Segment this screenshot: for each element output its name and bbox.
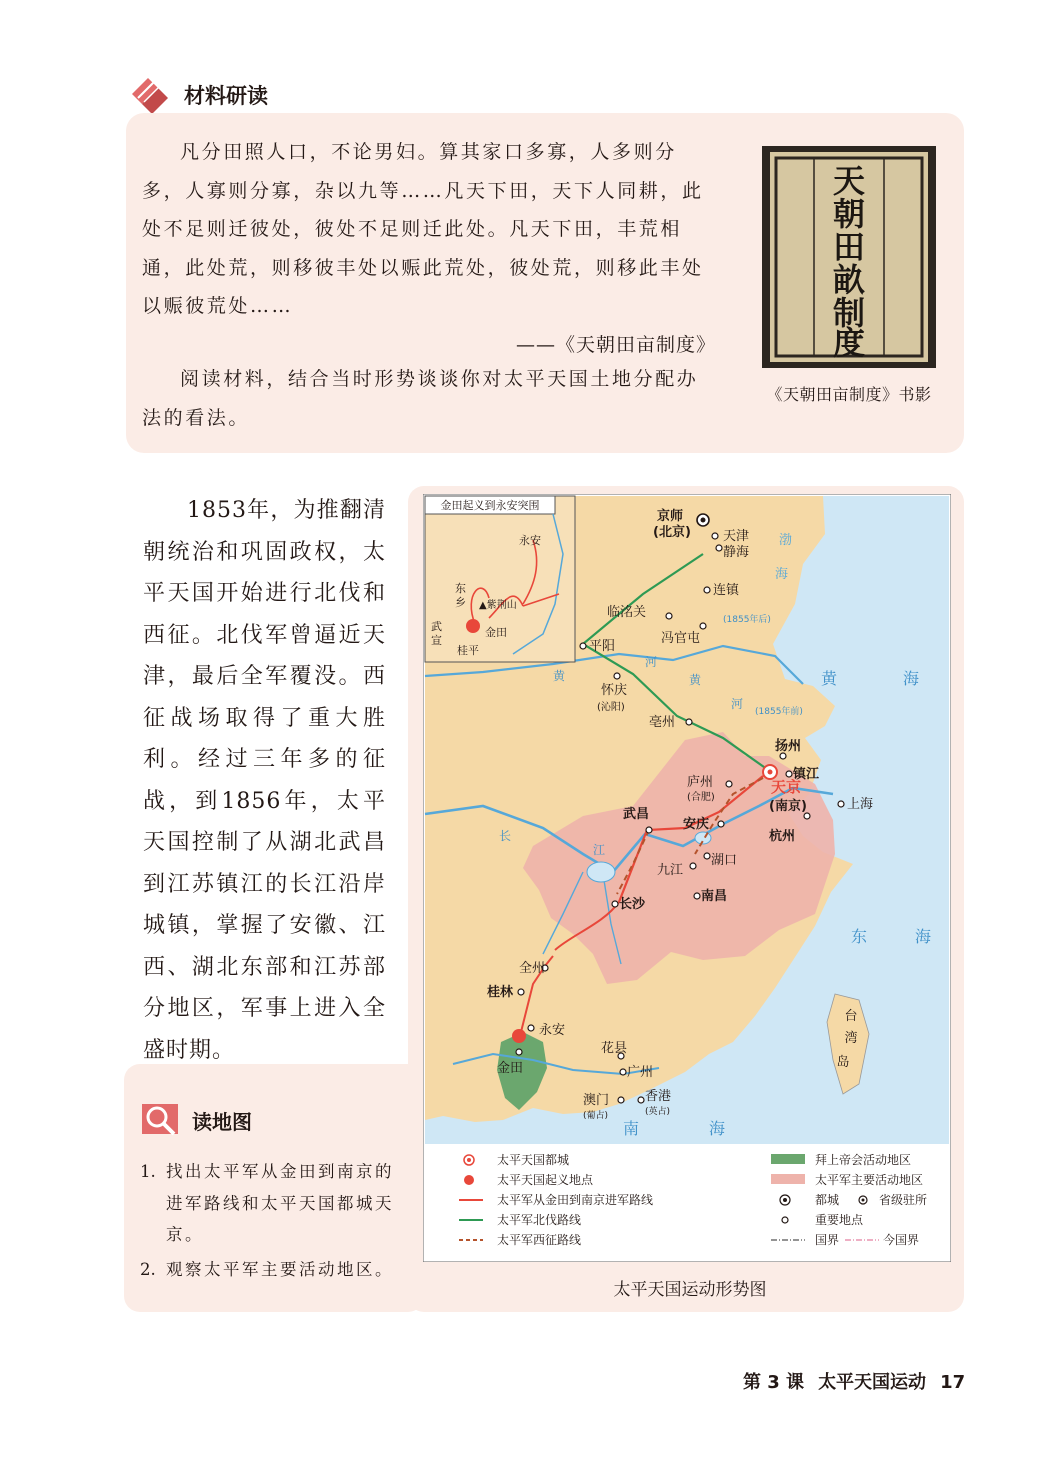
svg-text:长沙: 长沙: [619, 897, 646, 912]
svg-text:黄: 黄: [689, 673, 702, 687]
svg-text:上海: 上海: [847, 797, 874, 812]
body-paragraph: 1853年，为推翻清朝统治和巩固政权，太平天国开始进行北伐和西征。北伐军曾逼近天津，最后全军覆没。西征战场取得了重大胜利。经过三年多的征战，到1856年，太平天国控制了从湖北武昌到江苏镇江的长江沿岸城镇，掌握了安徽、江西、湖北东部和江苏部分地区，军事上进入全盛时期。: [143, 498, 386, 1063]
svg-text:金田: 金田: [485, 626, 507, 639]
svg-text:都城: 都城: [815, 1193, 840, 1207]
taiping-map: [423, 494, 951, 1262]
svg-text:今国界: 今国界: [883, 1233, 920, 1247]
svg-text:▲紫荆山: ▲紫荆山: [479, 600, 517, 611]
svg-text:平阳: 平阳: [589, 639, 616, 654]
svg-text:东: 东: [851, 927, 868, 946]
svg-text:省级驻所: 省级驻所: [879, 1193, 928, 1207]
svg-text:拜上帝会活动地区: 拜上帝会活动地区: [815, 1153, 912, 1167]
svg-text:江: 江: [593, 843, 606, 857]
svg-text:(1855年前): (1855年前): [755, 707, 803, 717]
svg-text:海: 海: [775, 567, 789, 582]
svg-text:台: 台: [844, 1009, 858, 1024]
svg-text:东: 东: [455, 582, 466, 595]
book-char: 度: [832, 324, 866, 362]
svg-text:武: 武: [431, 620, 442, 633]
svg-text:(1855年后): (1855年后): [723, 615, 771, 625]
svg-text:(南京): (南京): [769, 799, 807, 814]
svg-text:桂平: 桂平: [457, 644, 479, 657]
svg-text:湾: 湾: [844, 1031, 858, 1046]
material-paragraph: 凡分田照人口，不论男妇。算其家口多寡，人多则分多，人寡则分寡，杂以九等……凡天下田，天下人同耕，此处不足则迁彼处，彼处不足则迁此处。凡天下田，丰荒相通，此处荒，则移彼丰处以赈此荒处，彼处荒，则移此丰处以赈彼荒处……: [142, 141, 704, 317]
svg-text:永安: 永安: [519, 534, 541, 547]
svg-text:澳门: 澳门: [583, 1093, 610, 1108]
map-caption: 太平天国运动形势图: [613, 1280, 767, 1300]
svg-text:广州: 广州: [627, 1065, 654, 1080]
svg-text:桂林: 桂林: [487, 985, 514, 1000]
svg-text:湖口: 湖口: [711, 853, 738, 868]
svg-text:海: 海: [915, 927, 932, 946]
svg-text:重要地点: 重要地点: [815, 1213, 864, 1227]
svg-text:香港: 香港: [645, 1089, 672, 1104]
book-cover-image: [762, 146, 936, 368]
svg-text:太平天国起义地点: 太平天国起义地点: [497, 1173, 594, 1187]
svg-text:乡: 乡: [455, 596, 466, 609]
svg-text:太平军西征路线: 太平军西征路线: [497, 1233, 582, 1247]
material-source: ——《天朝田亩制度》: [515, 333, 716, 356]
svg-text:扬州: 扬州: [775, 739, 802, 754]
svg-text:海: 海: [709, 1119, 726, 1138]
svg-text:静海: 静海: [723, 545, 750, 560]
svg-text:(英占): (英占): [645, 1107, 671, 1117]
svg-text:渤: 渤: [779, 533, 793, 548]
svg-text:杭州: 杭州: [769, 829, 796, 844]
svg-text:(合肥): (合肥): [687, 792, 715, 803]
svg-text:国界: 国界: [815, 1233, 840, 1247]
footer-title: 太平天国运动: [818, 1372, 927, 1393]
book-char: 制: [832, 294, 866, 332]
svg-text:太平军从金田到南京进军路线: 太平军从金田到南京进军路线: [497, 1193, 654, 1207]
svg-text:永安: 永安: [539, 1023, 566, 1038]
read-map-item: 2. 观察太平军主要活动地区。: [140, 1259, 394, 1279]
svg-text:安庆: 安庆: [683, 817, 710, 832]
inset-title: 金田起义到永安突围: [440, 499, 540, 512]
read-map-list: [140, 1156, 402, 1285]
svg-text:河: 河: [645, 655, 658, 669]
svg-text:岛: 岛: [836, 1055, 850, 1070]
svg-text:海: 海: [903, 669, 920, 688]
svg-text:(沁阳): (沁阳): [597, 702, 625, 713]
page-footer: [737, 1368, 965, 1394]
book-section-icon: [128, 70, 172, 114]
book-char: 田: [832, 228, 866, 266]
svg-text:(北京): (北京): [653, 525, 691, 540]
book-caption: 《天朝田亩制度》书影: [766, 385, 932, 404]
material-quote: [142, 133, 716, 364]
svg-text:南: 南: [623, 1119, 640, 1138]
svg-text:太平天国都城: 太平天国都城: [497, 1153, 570, 1167]
svg-text:花县: 花县: [601, 1041, 628, 1056]
svg-text:怀庆: 怀庆: [601, 683, 628, 698]
svg-text:南昌: 南昌: [701, 889, 728, 904]
svg-text:宣: 宣: [431, 634, 442, 647]
svg-text:太平军北伐路线: 太平军北伐路线: [497, 1213, 582, 1227]
body-text: [143, 490, 386, 1071]
svg-text:长: 长: [499, 829, 512, 843]
read-map-item: 1. 找出太平军从金田到南京的进军路线和太平天国都城天京。: [140, 1162, 394, 1244]
svg-text:庐州: 庐州: [687, 775, 714, 790]
book-char: 畝: [832, 261, 866, 299]
svg-text:河: 河: [731, 697, 744, 711]
svg-text:黄: 黄: [821, 669, 838, 688]
svg-text:连镇: 连镇: [713, 583, 740, 598]
svg-text:亳州: 亳州: [649, 715, 676, 730]
footer-lesson: 第 3 课: [743, 1372, 805, 1393]
svg-text:镇江: 镇江: [793, 767, 820, 782]
svg-text:太平军主要活动地区: 太平军主要活动地区: [815, 1173, 924, 1187]
svg-text:黄: 黄: [553, 669, 566, 683]
book-char: 天: [832, 162, 866, 200]
svg-text:九江: 九江: [657, 863, 684, 878]
magnifier-icon: [140, 1098, 184, 1142]
svg-text:天津: 天津: [723, 529, 750, 544]
svg-text:京师: 京师: [657, 509, 684, 524]
svg-text:(葡占): (葡占): [583, 1111, 609, 1121]
svg-text:全州: 全州: [519, 961, 546, 976]
svg-text:冯官屯: 冯官屯: [661, 631, 701, 646]
read-map-title: 读地图: [192, 1110, 252, 1134]
material-question: 阅读材料，结合当时形势谈谈你对太平天国土地分配办法的看法。: [142, 368, 699, 429]
section-title: 材料研读: [184, 84, 268, 108]
svg-text:天京: 天京: [771, 778, 802, 796]
svg-text:临洺关: 临洺关: [607, 605, 647, 620]
svg-text:金田: 金田: [497, 1061, 524, 1076]
svg-text:武昌: 武昌: [623, 807, 650, 822]
book-char: 朝: [832, 195, 866, 233]
page-number: 17: [940, 1372, 966, 1393]
